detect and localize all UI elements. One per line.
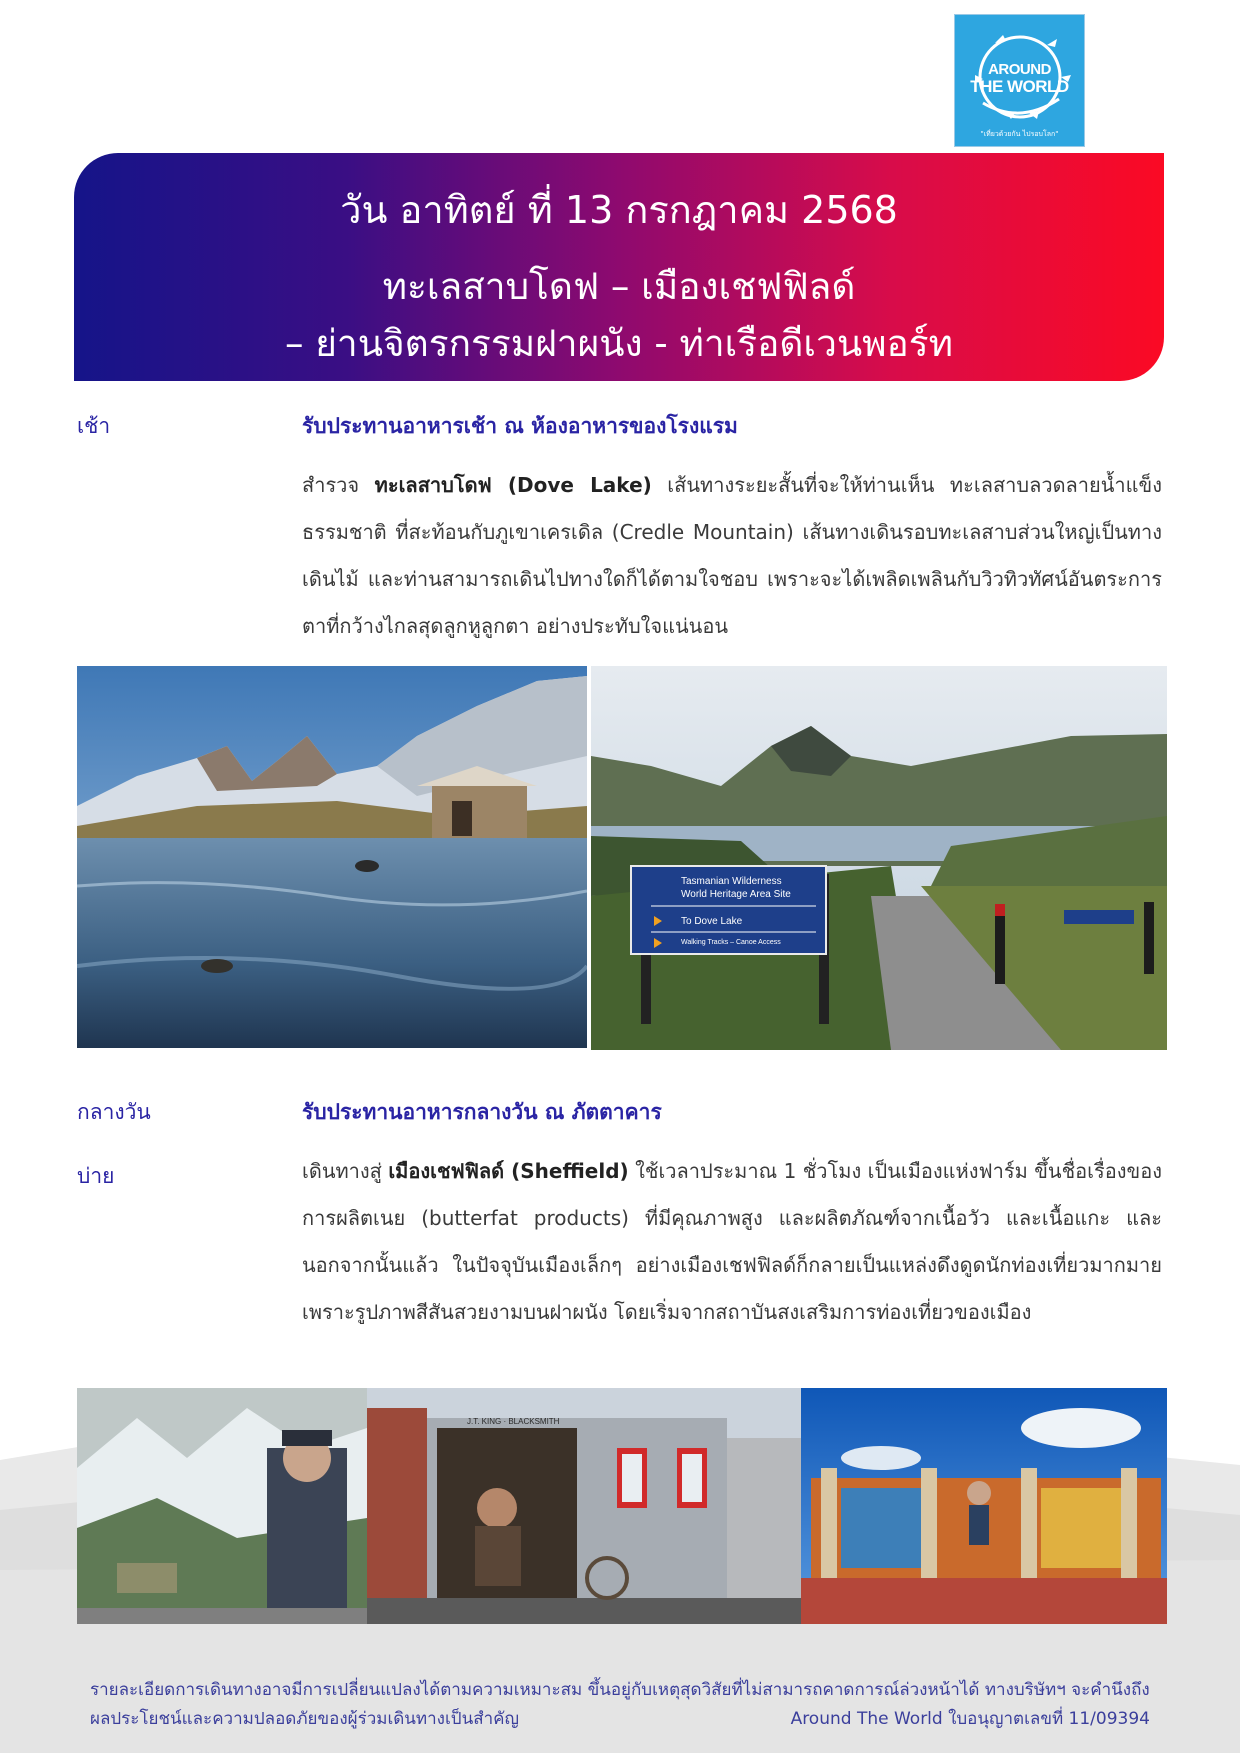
label-lunch: กลางวัน [77,1100,151,1124]
logo-tagline: "เที่ยวด้วยกัน ไปรอบโลก" [980,130,1059,138]
para-body: ใช้เวลาประมาณ 1 ชั่วโมง เป็นเมืองแห่งฟาร์ม ขึ้นชื่อเรื่องของการผลิตเนย (butterfat products) ที่มีคุณภาพสูง และผลิตภัณฑ์จากเนื้อวัว และเนื้อแกะ และนอกจากนั้นแล้ว ในปัจจุบันเมืองเล็กๆ อย่างเมืองเชฟฟิลด์ก็กลายเป็นแหล่งดึงดูดนักท่องเที่ยวมากมาย เพราะรูปภาพสีสันสวยงามบนฝาผนัง โดยเริ่มจากสถาบันสงเสริมการท่องเที่ยวของเมือง [302,1159,1162,1324]
paragraph-dove-lake [302,462,1162,650]
footer-disclaimer-line2: ผลประโยชน์และความปลอดภัยของผู้ร่วมเดินทางเป็นสำคัญ [90,1709,519,1729]
sign-text-line2: World Heritage Area Site [681,889,791,900]
para-body: เส้นทางระยะสั้นที่จะให้ท่านเห็น ทะเลสาบลวดลายน้ำแข็งธรรมชาติ ที่สะท้อนกับภูเขาเครเดิล (Credle Mountain) เส้นทางเดินรอบทะเลสาบส่วนใหญ่เป็นทางเดินไม้ และท่านสามารถเดินไปทางใดก็ได้ตามใจชอบ เพราะจะได้เพลิดเพลินกับวิวทิวทัศน์อันตระการตาที่กว้างไกลสุดลูกหูลูกตา อย่างประทับใจแน่นอน [302,473,1162,638]
para-prefix: สำรวจ [302,473,375,497]
footer-disclaimer-line1: รายละเอียดการเดินทางอาจมีการเปลี่ยนแปลงได้ตามความเหมาะสม ขึ้นอยู่กับเหตุสุดวิสัยที่ไม่สามารถคาดการณ์ล่วงหน้าได้ ทางบริษัทฯ จะคำนึงถึง [90,1680,1150,1700]
para-highlight: ทะเลสาบโดฟ (Dove Lake) [374,473,652,497]
footer-license: Around The World ใบอนุญาตเลขที่ 11/09394 [790,1709,1150,1729]
label-afternoon: บ่าย [77,1164,115,1188]
day-header-banner [74,153,1164,381]
route-line-1: ทะเลสาบโดฟ – เมืองเชฟฟิลด์ [382,265,856,308]
route-line-2: – ย่านจิตรกรรมฝาผนัง - ท่าเรือดีเวนพอร์ท [284,322,954,365]
sign-text-line1: Tasmanian Wilderness [681,876,782,887]
company-logo [954,14,1085,147]
sign-text-sub: Walking Tracks – Canoe Access [681,939,781,946]
sign-text-destination: To Dove Lake [681,916,743,927]
photo-dove-lake-boathouse [77,666,587,1048]
label-morning: เช้า [77,414,111,438]
photo-dove-lake-trail-sign [591,666,1167,1050]
logo-text-around: AROUND [988,61,1051,78]
photo-mural-blacksmith [367,1388,801,1624]
meal-breakfast: รับประทานอาหารเช้า ณ ห้องอาหารของโรงแรม [302,414,738,438]
photo-mural-man-portrait [77,1388,367,1624]
day-route [74,258,1164,372]
para-prefix: เดินทางสู่ [302,1159,389,1183]
para-highlight: เมืองเชฟฟิลด์ (Sheffield) [388,1159,629,1183]
logo-text-the-world: THE WORLD [970,77,1069,96]
day-date: วัน อาทิตย์ ที่ 13 กรกฎาคม 2568 [340,188,898,232]
photo-mural-colourful-wall [801,1388,1167,1624]
paragraph-sheffield [302,1148,1162,1336]
meal-lunch: รับประทานอาหารกลางวัน ณ ภัตตาคาร [302,1100,662,1124]
mural-shop-sign: J.T. KING · BLACKSMITH [467,1417,560,1426]
